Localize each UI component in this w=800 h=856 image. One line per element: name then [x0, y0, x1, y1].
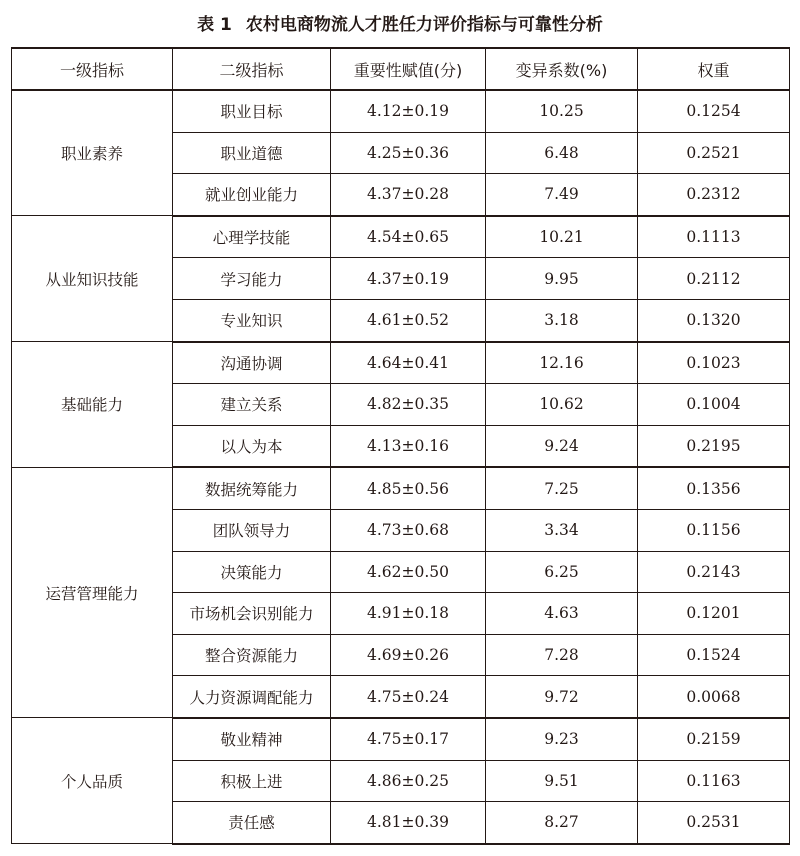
secondary-indicator-cell: 沟通协调	[173, 342, 331, 384]
weight-cell: 0.2112	[638, 258, 790, 300]
primary-indicator-cell: 职业素养	[12, 90, 173, 216]
weight-cell: 0.1023	[638, 342, 790, 384]
coefficient-of-variation-cell: 4.63	[486, 593, 638, 635]
weight-cell: 0.0068	[638, 676, 790, 718]
secondary-indicator-cell: 人力资源调配能力	[173, 676, 331, 718]
primary-indicator-cell: 从业知识技能	[12, 216, 173, 342]
coefficient-of-variation-cell: 9.72	[486, 676, 638, 718]
coefficient-of-variation-cell: 7.25	[486, 467, 638, 509]
secondary-indicator-cell: 责任感	[173, 802, 331, 844]
secondary-indicator-cell: 数据统筹能力	[173, 467, 331, 509]
header-secondary-indicator: 二级指标	[173, 48, 331, 90]
importance-score-cell: 4.69±0.26	[331, 634, 486, 676]
header-row	[12, 48, 790, 90]
evaluation-table	[11, 47, 790, 845]
secondary-indicator-cell: 心理学技能	[173, 216, 331, 258]
weight-cell: 0.2143	[638, 551, 790, 593]
weight-cell: 0.1113	[638, 216, 790, 258]
importance-score-cell: 4.91±0.18	[331, 593, 486, 635]
primary-indicator-cell: 个人品质	[12, 718, 173, 844]
secondary-indicator-cell: 专业知识	[173, 299, 331, 341]
importance-score-cell: 4.64±0.41	[331, 342, 486, 384]
importance-score-cell: 4.85±0.56	[331, 467, 486, 509]
weight-cell: 0.1320	[638, 299, 790, 341]
secondary-indicator-cell: 敬业精神	[173, 718, 331, 760]
importance-score-cell: 4.75±0.24	[331, 676, 486, 718]
coefficient-of-variation-cell: 9.24	[486, 425, 638, 467]
coefficient-of-variation-cell: 10.62	[486, 384, 638, 426]
importance-score-cell: 4.37±0.28	[331, 174, 486, 216]
coefficient-of-variation-cell: 3.34	[486, 509, 638, 551]
header-primary-indicator: 一级指标	[12, 48, 173, 90]
secondary-indicator-cell: 整合资源能力	[173, 634, 331, 676]
table-row	[12, 342, 790, 384]
secondary-indicator-cell: 以人为本	[173, 425, 331, 467]
importance-score-cell: 4.75±0.17	[331, 718, 486, 760]
table-caption-title: 农村电商物流人才胜任力评价指标与可靠性分析	[245, 15, 603, 35]
weight-cell: 0.2521	[638, 132, 790, 174]
coefficient-of-variation-cell: 7.49	[486, 174, 638, 216]
secondary-indicator-cell: 团队领导力	[173, 509, 331, 551]
coefficient-of-variation-cell: 7.28	[486, 634, 638, 676]
coefficient-of-variation-cell: 9.23	[486, 718, 638, 760]
secondary-indicator-cell: 建立关系	[173, 384, 331, 426]
importance-score-cell: 4.81±0.39	[331, 802, 486, 844]
secondary-indicator-cell: 就业创业能力	[173, 174, 331, 216]
header-weight: 权重	[638, 48, 790, 90]
secondary-indicator-cell: 积极上进	[173, 760, 331, 802]
secondary-indicator-cell: 决策能力	[173, 551, 331, 593]
weight-cell: 0.2159	[638, 718, 790, 760]
importance-score-cell: 4.82±0.35	[331, 384, 486, 426]
table-row	[12, 216, 790, 258]
weight-cell: 0.2531	[638, 802, 790, 844]
coefficient-of-variation-cell: 12.16	[486, 342, 638, 384]
weight-cell: 0.2195	[638, 425, 790, 467]
weight-cell: 0.1156	[638, 509, 790, 551]
importance-score-cell: 4.37±0.19	[331, 258, 486, 300]
table-caption-label: 表 1	[197, 15, 232, 35]
weight-cell: 0.1163	[638, 760, 790, 802]
weight-cell: 0.1254	[638, 90, 790, 132]
coefficient-of-variation-cell: 9.95	[486, 258, 638, 300]
secondary-indicator-cell: 职业道德	[173, 132, 331, 174]
weight-cell: 0.1356	[638, 467, 790, 509]
coefficient-of-variation-cell: 10.25	[486, 90, 638, 132]
table-row	[12, 467, 790, 509]
table-body	[12, 90, 790, 844]
weight-cell: 0.1004	[638, 384, 790, 426]
secondary-indicator-cell: 学习能力	[173, 258, 331, 300]
importance-score-cell: 4.86±0.25	[331, 760, 486, 802]
weight-cell: 0.1201	[638, 593, 790, 635]
table-row	[12, 90, 790, 132]
header-coefficient-of-variation: 变异系数(%)	[486, 48, 638, 90]
importance-score-cell: 4.73±0.68	[331, 509, 486, 551]
secondary-indicator-cell: 职业目标	[173, 90, 331, 132]
header-importance-score: 重要性赋值(分)	[331, 48, 486, 90]
primary-indicator-cell: 运营管理能力	[12, 467, 173, 718]
importance-score-cell: 4.12±0.19	[331, 90, 486, 132]
weight-cell: 0.2312	[638, 174, 790, 216]
table-caption	[0, 10, 800, 40]
coefficient-of-variation-cell: 6.25	[486, 551, 638, 593]
primary-indicator-cell: 基础能力	[12, 342, 173, 468]
weight-cell: 0.1524	[638, 634, 790, 676]
importance-score-cell: 4.13±0.16	[331, 425, 486, 467]
secondary-indicator-cell: 市场机会识别能力	[173, 593, 331, 635]
importance-score-cell: 4.61±0.52	[331, 299, 486, 341]
coefficient-of-variation-cell: 8.27	[486, 802, 638, 844]
table-row	[12, 718, 790, 760]
importance-score-cell: 4.25±0.36	[331, 132, 486, 174]
importance-score-cell: 4.62±0.50	[331, 551, 486, 593]
coefficient-of-variation-cell: 6.48	[486, 132, 638, 174]
coefficient-of-variation-cell: 9.51	[486, 760, 638, 802]
importance-score-cell: 4.54±0.65	[331, 216, 486, 258]
coefficient-of-variation-cell: 10.21	[486, 216, 638, 258]
coefficient-of-variation-cell: 3.18	[486, 299, 638, 341]
